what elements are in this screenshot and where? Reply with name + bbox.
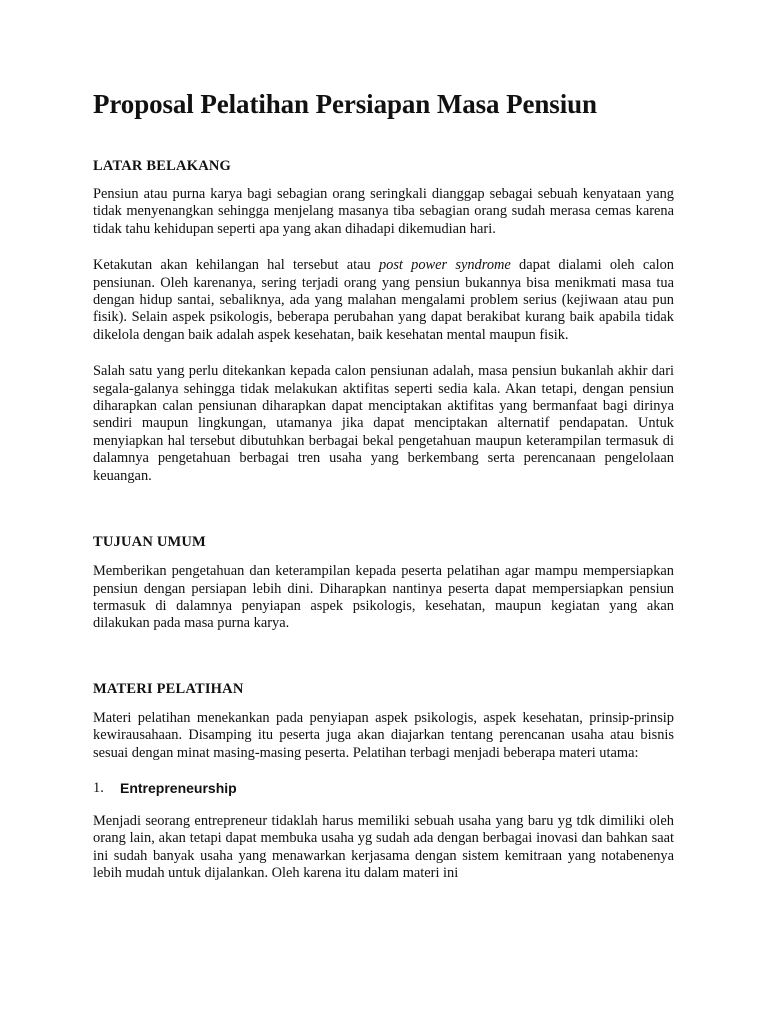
document-title: Proposal Pelatihan Persiapan Masa Pensiun	[93, 89, 597, 119]
section-heading-tujuan-umum: TUJUAN UMUM	[93, 534, 206, 551]
italic-term: post power syndrome	[378, 257, 511, 274]
list-item-entrepreneurship	[93, 779, 674, 797]
section-heading-latar-belakang: LATAR BELAKANG	[93, 158, 232, 174]
list-number: 1.	[93, 779, 104, 796]
document-content	[93, 88, 674, 883]
paragraph-latar-belakang-2	[93, 257, 674, 344]
paragraph-entrepreneurship: Menjadi seorang entrepreneur tidaklah harus memiliki sebuah usaha yang baru yg tdk dimiliki oleh orang lain, akan tetapi dapat membuka usaha yg sudah ada dengan berbagai inovasi dan bahkan saat ini sudah banyak usaha yang menawarkan kerjasama dengan sistem kemitraan yang notabenenya lebih mudah untuk dijalankan. Oleh karena itu dalam materi ini	[93, 812, 674, 882]
paragraph-latar-belakang-1: Pensiun atau purna karya bagi sebagian orang seringkali dianggap sebagai sebuah kenyataan yang tidak menyenangkan sehingga menjelang masanya tiba sebagian orang sudah merasa cemas karena tidak tahu kehidupan seperti apa yang akan dihadapi dikemudian hari.	[93, 186, 674, 237]
paragraph-materi-pelatihan: Materi pelatihan menekankan pada penyiapan aspek psikologis, aspek kesehatan, prinsip-prinsip kewirausahaan. Disamping itu peserta juga akan diajarkan tentang perencanan usaha atau bisnis sesuai dengan minat masing-masing peserta. Pelatihan terbagi menjadi beberapa materi utama:	[93, 709, 674, 761]
paragraph-tujuan-umum: Memberikan pengetahuan dan keterampilan kepada peserta pelatihan agar mampu mempersiapkan pensiun dengan persiapan lebih dini. Diharapkan nantinya peserta dapat mempersiapkan pensiun termasuk di dalamnya penyiapan aspek psikologis, kesehatan, maupun kegiatan yang akan dilakukan pada masa purna karya.	[93, 563, 674, 632]
paragraph-text: dapat dialami oleh calon pensiunan. Oleh karenanya, sering terjadi orang yang pensiun bukannya bisa menikmati masa tua dengan hidup santai, sebaliknya, ada yang malahan mengalami problem serius (kejiwaan atau pun fisik). Selain aspek psikologis, beberapa perubahan yang dapat berakibat kurang baik apabila tidak dikelola dengan baik adalah aspek kesehatan, baik kesehatan mental maupun fisik.	[93, 257, 674, 343]
section-heading-materi-pelatihan: MATERI PELATIHAN	[93, 680, 244, 697]
list-label: Entrepreneurship	[120, 779, 237, 796]
paragraph-text: Ketakutan akan kehilangan hal tersebut atau	[93, 257, 379, 274]
paragraph-latar-belakang-3: Salah satu yang perlu ditekankan kepada calon pensiunan adalah, masa pensiun bukanlah akhir dari segala-galanya sehingga tidak melakukan aktifitas seperti sedia kala. Akan tetapi, dengan pensiun diharapkan calan pensiunan diharapkan dapat menciptakan aktifitas yang bermanfaat bagi dirinya sendiri maupun lingkungan, utamanya jika dapat menciptakan alternatif pendapatan. Untuk menyiapkan hal tersebut dibutuhkan berbagai bekal pengetahuan maupun keterampilan termasuk di dalamnya pengetahuan berbagai tren usaha yang berkembang serta perencanaan pengelolaan keuangan.	[93, 363, 674, 484]
